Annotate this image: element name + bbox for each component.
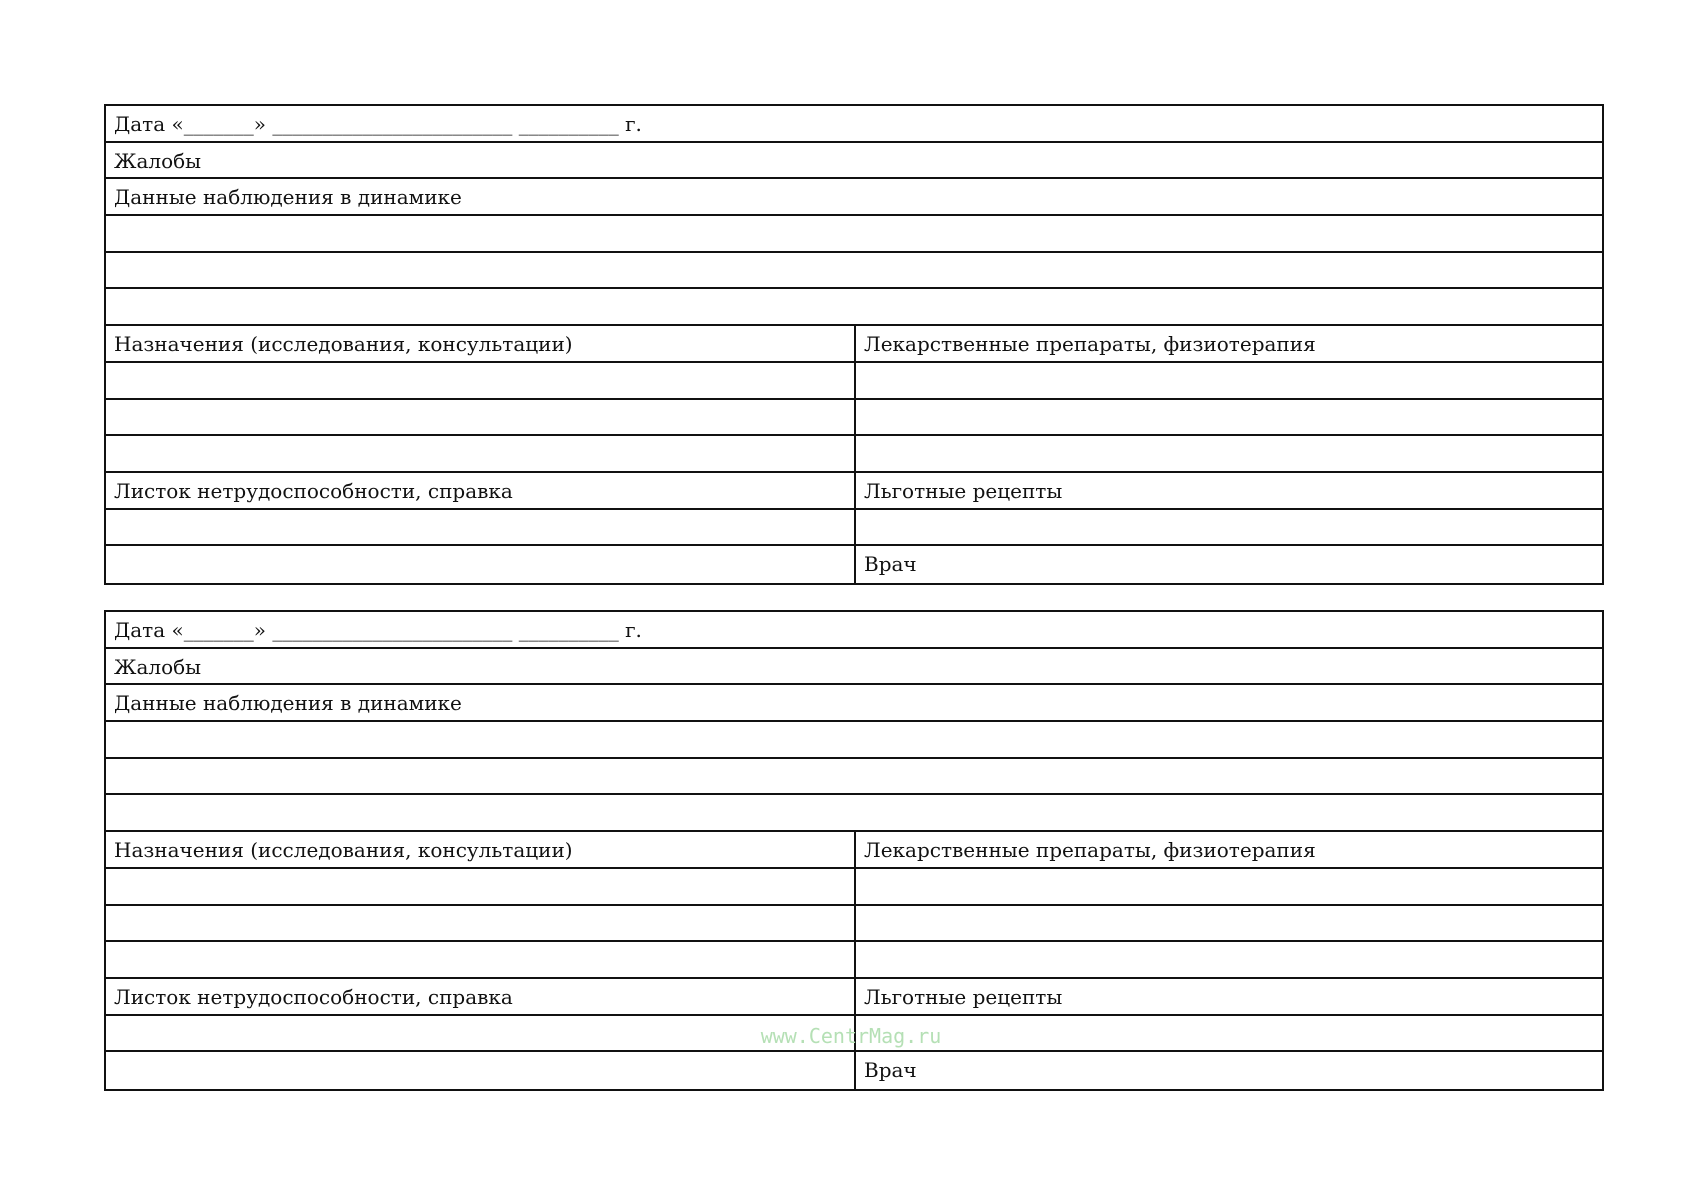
sick-leave-header-row <box>106 473 1602 510</box>
observation-field[interactable] <box>106 289 1602 324</box>
observation-row <box>106 685 1602 722</box>
prescriptions-blank-row <box>106 436 1602 473</box>
medications-field[interactable] <box>856 436 1602 471</box>
date-line[interactable]: Дата «_______» ________________________ __________ г. <box>114 618 642 642</box>
preferential-recipes-field[interactable] <box>856 510 1602 545</box>
preferential-recipes-label: Льготные рецепты <box>864 478 1063 503</box>
sick-leave-blank-row <box>106 510 1602 547</box>
sick-leave-field[interactable] <box>106 546 856 583</box>
prescriptions-blank-row <box>106 942 1602 979</box>
prescriptions-header-row <box>106 326 1602 363</box>
observation-field[interactable] <box>106 253 1602 288</box>
prescriptions-field[interactable] <box>106 400 856 435</box>
prescriptions-blank-row <box>106 363 1602 400</box>
prescriptions-blank-row <box>106 400 1602 437</box>
sick-leave-label: Листок нетрудоспособности, справка <box>106 979 856 1014</box>
prescriptions-label: Назначения (исследования, консультации) <box>106 832 856 867</box>
prescriptions-blank-row <box>106 906 1602 943</box>
doctor-row <box>106 1052 1602 1089</box>
observation-blank-line <box>106 253 1602 290</box>
observation-field[interactable] <box>106 795 1602 830</box>
date-row <box>106 612 1602 649</box>
sick-leave-field[interactable] <box>106 510 856 545</box>
watermark-text: www.CentrMag.ru <box>760 1024 942 1048</box>
prescriptions-label: Назначения (исследования, консультации) <box>106 326 856 361</box>
doctor-label[interactable]: Врач <box>864 1058 917 1083</box>
medications-field[interactable] <box>856 400 1602 435</box>
complaints-row <box>106 143 1602 180</box>
observation-blank-line <box>106 722 1602 759</box>
observation-label[interactable]: Данные наблюдения в динамике <box>114 691 462 716</box>
medications-field[interactable] <box>856 363 1602 398</box>
observation-row <box>106 179 1602 216</box>
complaints-label[interactable]: Жалобы <box>114 148 202 173</box>
medications-label: Лекарственные препараты, физиотерапия <box>864 332 1316 357</box>
complaints-row <box>106 649 1602 686</box>
observation-blank-line <box>106 216 1602 253</box>
prescriptions-field[interactable] <box>106 869 856 904</box>
prescriptions-field[interactable] <box>106 942 856 977</box>
medications-label: Лекарственные препараты, физиотерапия <box>864 838 1316 863</box>
observation-field[interactable] <box>106 759 1602 794</box>
sick-leave-field[interactable] <box>106 1052 856 1089</box>
date-line[interactable]: Дата «_______» ________________________ __________ г. <box>114 112 642 136</box>
medications-field[interactable] <box>856 869 1602 904</box>
complaints-label[interactable]: Жалобы <box>114 654 202 679</box>
observation-field[interactable] <box>106 722 1602 757</box>
observation-blank-line <box>106 759 1602 796</box>
observation-blank-line <box>106 795 1602 832</box>
preferential-recipes-label: Льготные рецепты <box>864 984 1063 1009</box>
observation-label[interactable]: Данные наблюдения в динамике <box>114 185 462 210</box>
visit-record-form-2 <box>104 610 1604 1091</box>
doctor-row <box>106 546 1602 583</box>
prescriptions-blank-row <box>106 869 1602 906</box>
date-row <box>106 106 1602 143</box>
doctor-label[interactable]: Врач <box>864 552 917 577</box>
prescriptions-field[interactable] <box>106 436 856 471</box>
observation-blank-line <box>106 289 1602 326</box>
prescriptions-field[interactable] <box>106 906 856 941</box>
observation-field[interactable] <box>106 216 1602 251</box>
prescriptions-header-row <box>106 832 1602 869</box>
visit-record-form-1 <box>104 104 1604 585</box>
medications-field[interactable] <box>856 906 1602 941</box>
medications-field[interactable] <box>856 942 1602 977</box>
sick-leave-label: Листок нетрудоспособности, справка <box>106 473 856 508</box>
prescriptions-field[interactable] <box>106 363 856 398</box>
sick-leave-header-row <box>106 979 1602 1016</box>
